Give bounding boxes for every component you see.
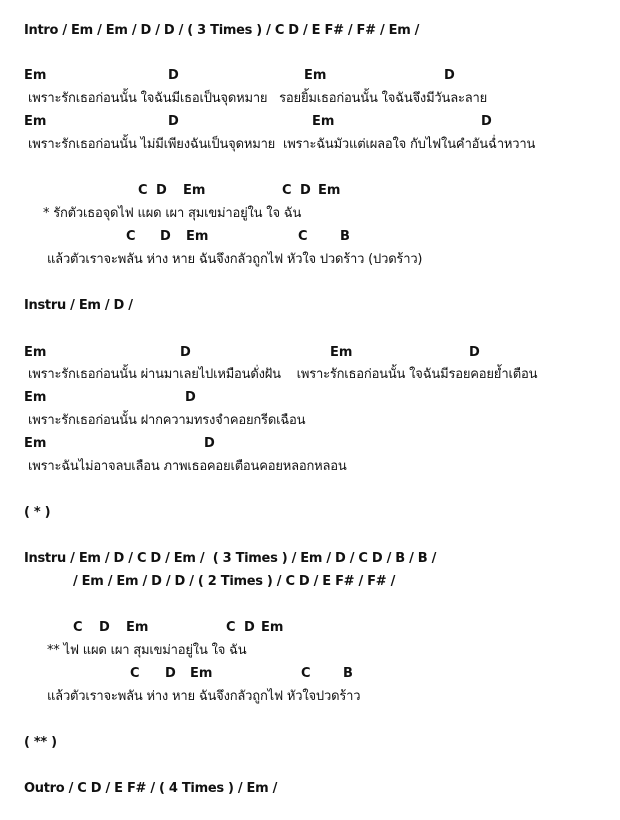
chord: D <box>160 229 171 244</box>
chord: C <box>138 183 148 198</box>
lyric-line: แล้วตัวเราจะพลัน ห่าง หาย ฉันจึงกลัวถูกไฟ หัวใจ ปวดร้าว (ปวดร้าว) <box>47 252 423 267</box>
chord: C <box>226 620 236 635</box>
chord: Em <box>24 114 47 129</box>
lyric-line: ** ไฟ แผด เผา สุมเขม่าอยู่ใน ใจ ฉัน <box>47 643 247 658</box>
outro-line <box>24 781 277 797</box>
chord: D <box>444 68 455 83</box>
chord: D <box>168 114 179 129</box>
chord: C <box>301 666 311 681</box>
chord: D <box>185 390 196 405</box>
chord: Em <box>24 68 47 83</box>
chord: D <box>204 436 215 451</box>
chord: D <box>481 114 492 129</box>
repeat-chorus-marker: ( ** ) <box>24 735 57 750</box>
chord: Em <box>304 68 327 83</box>
instru-progression: / Em / D / <box>65 298 133 313</box>
chord: B <box>340 229 350 244</box>
chord: C <box>130 666 140 681</box>
outro-label: Outro <box>24 781 65 796</box>
chord: D <box>300 183 311 198</box>
chord: Em <box>186 229 209 244</box>
intro-line <box>24 23 419 39</box>
repeat-chorus-marker: ( * ) <box>24 505 51 520</box>
lyric-line: เพราะรักเธอก่อนนั้น ใจฉันมีเธอเป็นจุดหมาย รอยยิ้มเธอก่อนนั้น ใจฉันจึงมีวันละลาย <box>28 91 488 106</box>
outro-progression: / C D / E F# / ( 4 Times ) / Em / <box>64 781 278 796</box>
instru-2-line-2: / Em / Em / D / D / ( 2 Times ) / C D / E F# / F# / <box>73 574 396 589</box>
chord: Em <box>261 620 284 635</box>
intro-progression: / Em / Em / D / D / ( 3 Times ) / C D / E F# / F# / Em / <box>58 23 420 38</box>
chord: D <box>469 345 480 360</box>
chord: C <box>126 229 136 244</box>
lyric-line: เพราะรักเธอก่อนนั้น ผ่านมาเลยไปเหมือนดั่งฝัน เพราะรักเธอก่อนนั้น ใจฉันมีรอยคอยย้ำเตือน <box>28 367 538 382</box>
chord: C <box>298 229 308 244</box>
lyric-line: แล้วตัวเราจะพลัน ห่าง หาย ฉันจึงกลัวถูกไฟ หัวใจปวดร้าว <box>47 689 361 704</box>
lyric-line: เพราะรักเธอก่อนนั้น ไม่มีเพียงฉันเป็นจุดหมาย เพราะฉันมัวแต่เผลอใจ กับไฟในคำอันฉ่ำหวาน <box>28 137 536 152</box>
chord: Em <box>24 436 47 451</box>
chord: D <box>244 620 255 635</box>
chord: Em <box>190 666 213 681</box>
instru-2-line <box>24 551 436 567</box>
chord: B <box>343 666 353 681</box>
chord: Em <box>183 183 206 198</box>
chord: D <box>156 183 167 198</box>
chord: Em <box>318 183 341 198</box>
lyric-line: เพราะรักเธอก่อนนั้น ฝากความทรงจำคอยกรีดเฉือน <box>28 413 306 428</box>
instru-label: Instru <box>24 551 66 566</box>
chord: Em <box>24 345 47 360</box>
chord: D <box>168 68 179 83</box>
lyric-line: * รักตัวเธอจุดไฟ แผด เผา สุมเขม่าอยู่ใน ใจ ฉัน <box>43 206 302 221</box>
chord: Em <box>24 390 47 405</box>
chord: C <box>282 183 292 198</box>
chord: Em <box>330 345 353 360</box>
instru-progression: / Em / D / C D / Em / ( 3 Times ) / Em / D / C D / B / B / <box>65 551 437 566</box>
chord: D <box>99 620 110 635</box>
chord: C <box>73 620 83 635</box>
chord: D <box>165 666 176 681</box>
chord: Em <box>126 620 149 635</box>
instru-label: Instru <box>24 298 66 313</box>
chord: Em <box>312 114 335 129</box>
instru-1-line <box>24 298 133 314</box>
intro-label: Intro <box>24 23 59 38</box>
lyric-line: เพราะฉันไม่อาจลบเลือน ภาพเธอคอยเตือนคอยหลอกหลอน <box>28 459 347 474</box>
chord: D <box>180 345 191 360</box>
